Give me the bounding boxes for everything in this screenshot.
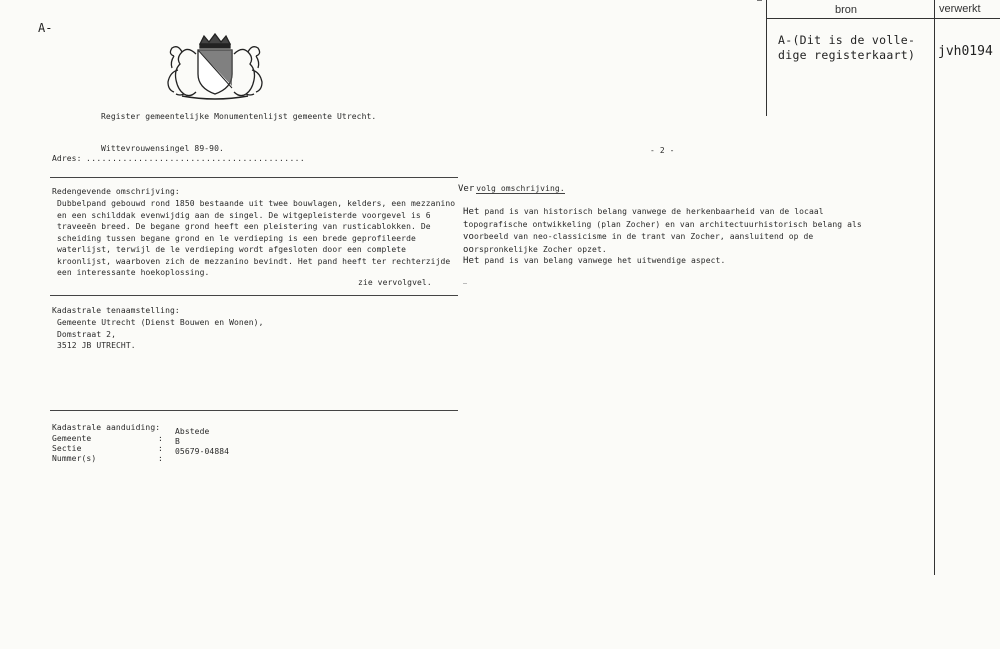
page-number: - 2 - xyxy=(650,146,675,155)
description-line: en een schilddak evenwijdig aan de singel. De witgepleisterde voorgevel is 6 xyxy=(57,210,431,220)
address-label: Adres: xyxy=(52,154,82,163)
description-line: Dubbelpand gebouwd rond 1850 bestaande uit twee bouwlagen, kelders, een mezzanino xyxy=(57,199,456,208)
address-dotted-line: .......................................... xyxy=(86,154,306,163)
continuation-body xyxy=(463,206,862,256)
continued-note: zie vervolgvel. xyxy=(358,278,432,287)
owner-line: 3512 JB UTRECHT. xyxy=(57,341,136,350)
continuation-line-text: pand is van historisch belang vanwege de herkenbaarheid van de locaal xyxy=(484,207,824,216)
cadastral-value-sectie: B xyxy=(175,437,180,446)
description-heading: Redengevende omschrijving: xyxy=(52,187,180,196)
cadastral-label-gemeente: Gemeente xyxy=(52,434,92,443)
scan-mark xyxy=(463,283,467,284)
owner-body xyxy=(57,317,264,352)
handwritten-correction: Het xyxy=(463,256,480,266)
handwritten-correction: oo xyxy=(463,244,475,255)
verwerkt-code: jvh0194 xyxy=(938,44,993,59)
handwritten-correction: vo xyxy=(463,232,475,242)
description-line: waterlijst, terwijl de le verdieping wordt afgesloten door een complete xyxy=(57,245,407,254)
section-divider xyxy=(50,410,458,411)
bron-note-line: A-(Dit is de volle- xyxy=(778,33,916,47)
column-header-bron: bron xyxy=(835,4,858,16)
table-header-rule xyxy=(766,18,1000,19)
section-divider xyxy=(50,295,458,296)
column-header-verwerkt: verwerkt xyxy=(939,3,981,15)
address-value: Wittevrouwensingel 89-90. xyxy=(101,144,224,153)
cadastral-sep: : xyxy=(158,434,163,443)
continuation-second-paragraph xyxy=(463,255,725,268)
scan-mark xyxy=(757,0,762,1)
continuation-line xyxy=(463,219,862,232)
continuation-heading xyxy=(458,176,565,195)
continuation-line-text: rspronkelijke Zocher opzet. xyxy=(474,244,607,254)
section-divider xyxy=(50,177,458,178)
owner-line: Gemeente Utrecht (Dienst Bouwen en Wonen), xyxy=(57,318,264,327)
table-column-divider xyxy=(934,0,935,575)
utrecht-coat-of-arms-icon xyxy=(160,30,270,102)
cadastral-heading: Kadastrale aanduiding: xyxy=(52,423,161,432)
cadastral-value-gemeente: Abstede xyxy=(175,427,210,436)
owner-line: Domstraat 2, xyxy=(57,329,116,339)
description-body xyxy=(57,198,457,279)
bron-note xyxy=(778,33,915,63)
cadastral-label-nummers: Nummer(s) xyxy=(52,454,97,463)
continuation-line xyxy=(463,206,862,219)
continuation-heading-typed: volg omschrijving. xyxy=(476,184,565,193)
bron-note-line: dige registerkaart) xyxy=(778,48,916,62)
continuation-heading-handwritten: Ver xyxy=(458,184,475,194)
description-line: kroonlijst, waarboven zich de mezzanino bevindt. Het pand heeft ter rechterzijde xyxy=(57,256,451,266)
cadastral-label-sectie: Sectie xyxy=(52,444,82,453)
continuation-line-text: opografische ontwikkeling (plan Zocher) en van architectuurhistorisch belang als xyxy=(468,219,862,229)
cadastral-sep: : xyxy=(158,454,163,463)
description-line: traveeën breed. De begane grond heeft een pleistering van rusticablokken. De xyxy=(57,222,431,231)
description-line: een interessante hoekoplossing. xyxy=(57,268,210,277)
corner-label: A- xyxy=(38,21,53,35)
description-line: scheiding tussen begane grond en le verdieping is een brede geprofileerde xyxy=(57,233,416,243)
continuation-second-text: pand is van belang vanwege het uitwendige aspect. xyxy=(484,256,726,265)
handwritten-correction: Het xyxy=(463,207,480,217)
cadastral-sep: : xyxy=(158,444,163,453)
owner-heading: Kadastrale tenaamstelling: xyxy=(52,306,180,315)
continuation-line-text: orbeeld van neo-classicisme in de trant van Zocher, aansluitend op de xyxy=(474,232,814,241)
handwritten-correction: t xyxy=(463,219,469,230)
register-title: Register gemeentelijke Monumentenlijst gemeente Utrecht. xyxy=(101,112,377,121)
cadastral-value-nummers: 05679-04884 xyxy=(175,447,230,456)
continuation-line xyxy=(463,231,862,244)
